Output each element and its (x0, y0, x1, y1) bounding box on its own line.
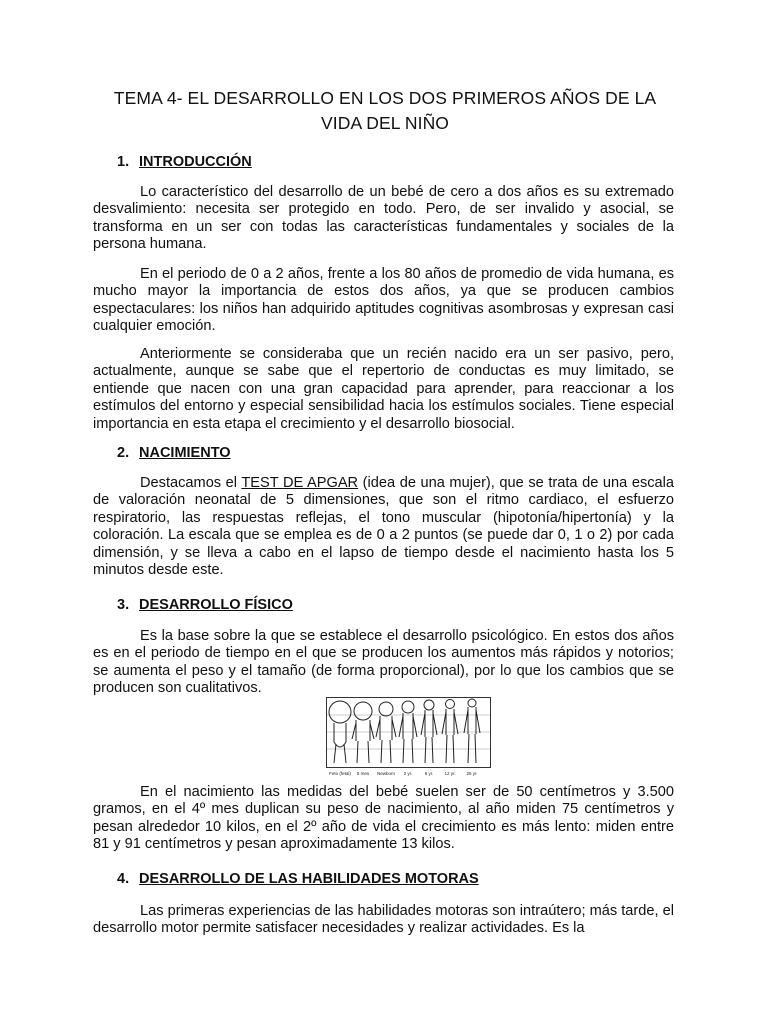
paragraph-apgar (93, 475, 674, 579)
paragraph: Es la base sobre la que se establece el desarrollo psicológico. En estos dos años es en el periodo de tiempo en el que se producen los aumentos más rápidos y notorios; se aumenta el peso y el tamaño (de forma proporcional), por lo que los cambios que se producen son cualitativos. (93, 628, 674, 697)
body-proportions-figure (326, 697, 491, 778)
section-title: INTRODUCCIÓN (139, 154, 252, 170)
section-heading-nacimiento (117, 445, 231, 461)
section-title: DESARROLLO FÍSICO (139, 597, 293, 613)
paragraph: En el nacimiento las medidas del bebé suelen ser de 50 centímetros y 3.500 gramos, en el 4º mes duplican su peso de nacimiento, al año miden 75 centímetros y pesan alrededor 10 kilos, en el 2º año de vida el crecimiento es más lento: miden entre 81 y 91 centímetros y pesan aproximadamente 13 kilos. (93, 784, 674, 853)
title-line-1: TEMA 4- EL DESARROLLO EN LOS DOS PRIMEROS AÑOS DE LA (113, 88, 657, 108)
section-title: DESARROLLO DE LAS HABILIDADES MOTORAS (139, 871, 479, 887)
paragraph: Las primeras experiencias de las habilidades motoras son intraútero; más tarde, el desarrollo motor permite satisfacer necesidades y realizar actividades. Es la (93, 903, 674, 937)
apgar-link[interactable]: TEST DE APGAR (241, 475, 359, 491)
section-heading-introduccion (117, 154, 252, 170)
figure-label: 6 yr. (424, 771, 434, 776)
section-number: 4. (117, 871, 130, 887)
section-number: 1. (117, 154, 130, 170)
paragraph: En el periodo de 0 a 2 años, frente a los 80 años de promedio de vida humana, es mucho mayor la importancia de estos dos años, ya que se producen cambios espectaculares: los niños han adquirido aptitudes cognitivas asombrosas y expresan casi cualquier emoción. (93, 266, 674, 335)
figure-label: 2 yr. (403, 771, 413, 776)
section-heading-habilidades-motoras (117, 871, 479, 887)
paragraph: Lo característico del desarrollo de un bebé de cero a dos años es su extremado desvalimiento: necesita ser protegido en todo. Pero, de ser invalido y asocial, se transforma en un ser con todas las características fundamentales y sociales de la persona humana. (93, 184, 674, 253)
figure-label: 25 yr. (466, 771, 478, 776)
figure-label: 12 yr. (444, 771, 456, 776)
paragraph-text: Destacamos el (140, 475, 242, 491)
document-title (90, 86, 680, 136)
figure-label: Feto (fetal) (329, 771, 351, 776)
paragraph: Anteriormente se consideraba que un recién nacido era un ser pasivo, pero, actualmente, aunque se sabe que el repertorio de conductas es muy limitado, se entiende que nacen con una gran capacidad para aprender, para reaccionar a los estímulos del entorno y especial sensibilidad hacia los estímulos sociales. Tiene especial importancia en esta etapa el crecimiento y el desarrollo biosocial. (93, 346, 674, 432)
section-title: NACIMIENTO (139, 445, 231, 461)
figure-label: Newborn (376, 771, 396, 776)
section-heading-desarrollo-fisico (117, 597, 293, 613)
section-number: 2. (117, 445, 130, 461)
title-line-2: VIDA DEL NIÑO (320, 113, 450, 133)
paragraph-text: (idea de una mujer), que se trata de una escala de valoración neonatal de 5 dimensiones, que son el ritmo cardiaco, el esfuerzo respiratorio, las respuestas reflejas, el tono muscular (hipotonía/hipertonía) y la coloración. La escala que se emplea es de 0 a 2 puntos (se puede dar 0, 1 o 2) por cada dimensión, y se lleva a cabo en el lapso de tiempo desde el nacimiento hasta los 5 minutos desde este. (93, 475, 675, 579)
figure-label: 5 mes (356, 771, 370, 776)
section-number: 3. (117, 597, 130, 613)
